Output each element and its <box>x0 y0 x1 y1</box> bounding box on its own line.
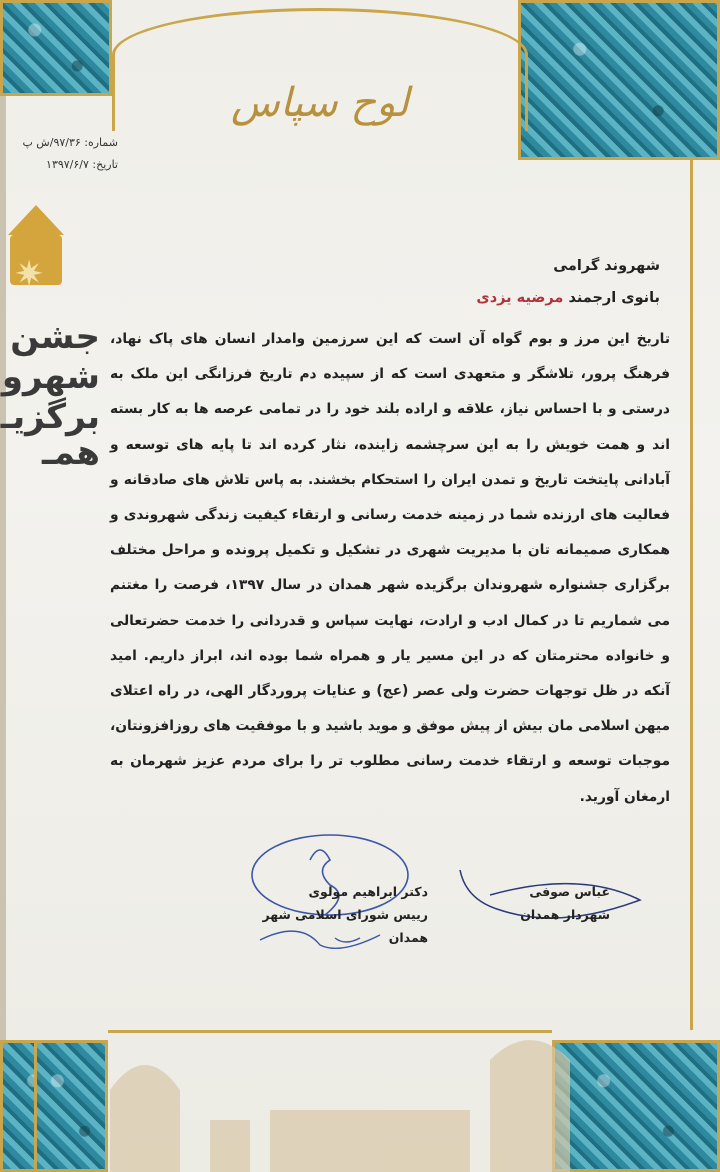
logo-roof-icon <box>8 205 64 235</box>
document-meta <box>8 132 118 176</box>
logo-line-3: برگزیـ <box>0 397 100 437</box>
body-paragraph-2: به پاس تلاش های صادقانه و فعالیت های ارزنده شما در زمینه خدمت رسانی و ارتقاء کیفیت زندگی شهروندی و همکاری صمیمانه تان با مدیریت شهری در تشکیل و تکمیل پرونده و مراحل مختلف برگزاری جشنواره شهروندان برگزیده شهر همدان در سال ۱۳۹۷، فرصت را مغتنم می شماریم تا در کمال ادب و ارادت، نهایت سپاس و قدردانی را خدمت حضرتعالی و خانواده محترمتان که در این مسیر یار و همراه شما بوده اند، ابراز داریم. امید آنکه در ظل توجهات حضرت ولی عصر (عج) و عنایات پروردگار الهی، در راه اعتلای میهن اسلامی مان بیش از پیش موفق و موید باشید و با موفقیت های روزافزونتان، موجبات توسعه و ارتقاء خدمت رسانی مطلوب تر را برای مردم عزیز شهرمان به ارمغان آورید. <box>110 471 670 805</box>
mayor-role: شهردار همدان <box>520 907 610 922</box>
document-number: شماره: ۹۷/۳۶/ش پ <box>22 136 118 149</box>
recipient-name: مرضیه یزدی <box>476 290 564 306</box>
council-head-name: دکتر ابراهیم مولوی <box>308 884 428 899</box>
certificate-body <box>110 322 670 815</box>
logo-line-1: جشن <box>10 317 100 357</box>
festival-logo <box>0 205 100 473</box>
mayor-name: عباس صوفی <box>529 884 610 899</box>
signature-block-mayor <box>470 880 610 926</box>
recipient-honorific: بانوی ارجمند <box>568 290 660 306</box>
building-watermark <box>90 1020 650 1172</box>
document-date: تاریخ: ۱۳۹۷/۶/۷ <box>46 158 118 171</box>
signature-block-council <box>228 880 428 949</box>
salutation: شهروند گرامی <box>553 258 660 274</box>
recipient <box>120 290 660 306</box>
top-right-tile <box>518 0 720 160</box>
body-paragraph-1: تاریخ این مرز و بوم گواه آن است که این سرزمین وامدار انسان های پاک نهاد، فرهنگ پرور، تلاشگر و متعهدی است که از سپیده دم تاریخ فرزانگی این ملک به درستی و با احساس نیاز، علاقه و اراده بلند خود را در تمامی عرصه ها به کار بسته اند و همت خویش را به این سرچشمه زاینده، نثار کرده اند تا پایه های توسعه و آبادانی پایتخت تاریخ و تمدن ایران را استحکام بخشند. <box>110 331 671 488</box>
top-left-tile <box>0 0 112 96</box>
logo-line-2: شهرو <box>1 357 100 397</box>
page-edge <box>0 0 6 1172</box>
logo-star-icon: ✷ <box>14 254 45 295</box>
certificate-title: لوح سپاس <box>231 80 409 126</box>
logo-line-4: همـ <box>42 433 100 473</box>
frame-line-right <box>690 160 693 1030</box>
council-head-role: رییس شورای اسلامی شهر همدان <box>262 907 428 945</box>
